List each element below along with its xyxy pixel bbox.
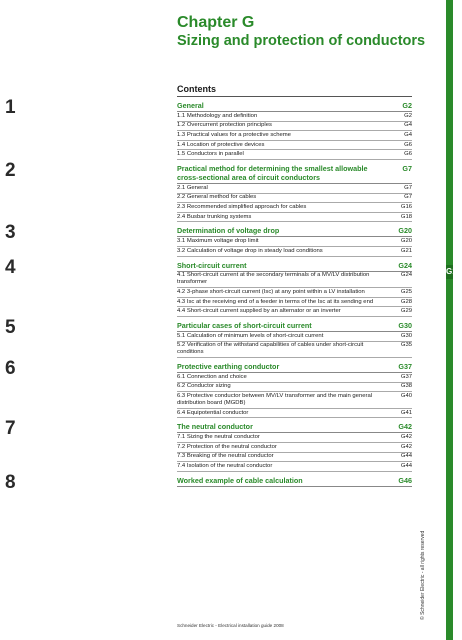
- entry-title: 6.1 Connection and choice: [177, 373, 247, 380]
- toc-entry[interactable]: [177, 131, 412, 141]
- entry-title: 4.4 Short-circuit current supplied by an alternator or an inverter: [177, 308, 341, 315]
- section-title: Protective earthing conductor: [177, 362, 280, 372]
- section-number: 7: [5, 418, 16, 440]
- entry-page: G35: [400, 342, 412, 349]
- entry-page: G24: [400, 272, 412, 279]
- section-heading[interactable]: [177, 321, 412, 332]
- entry-title: 6.3 Protective conductor between MV/LV transformer and the main general distribution board (MGDB): [177, 393, 373, 407]
- entry-title: 2.2 General method for cables: [177, 194, 257, 201]
- section-page: G24: [398, 260, 412, 270]
- toc-entry[interactable]: [177, 237, 412, 247]
- section-heading[interactable]: [177, 362, 412, 373]
- toc-section: [5, 418, 412, 471]
- entry-title: 7.4 Isolation of the neutral conductor: [177, 463, 273, 470]
- copyright-notice: © Schneider Electric - all rights reserved: [420, 530, 426, 620]
- toc-entry[interactable]: [177, 194, 412, 204]
- entry-title: 5.1 Calculation of minimum levels of short-circuit current: [177, 332, 324, 339]
- entry-page: G16: [400, 203, 412, 210]
- entry-page: G41: [400, 409, 412, 416]
- entry-title: 1.4 Location of protective devices: [177, 141, 265, 148]
- toc-entry[interactable]: [177, 443, 412, 453]
- entry-page: G7: [404, 184, 412, 191]
- toc-entry[interactable]: [177, 112, 412, 122]
- section-number: 1: [5, 97, 16, 118]
- entry-title: 7.3 Breaking of the neutral conductor: [177, 453, 274, 460]
- entry-title: 1.1 Methodology and definition: [177, 112, 258, 119]
- chapter-label: Chapter G: [177, 14, 255, 31]
- entry-page: G38: [400, 383, 412, 390]
- entry-title: 2.4 Busbar trunking systems: [177, 213, 252, 220]
- entry-page: G29: [400, 308, 412, 315]
- section-heading[interactable]: [177, 261, 412, 272]
- entry-page: G28: [400, 298, 412, 305]
- entry-page: G44: [400, 463, 412, 470]
- toc-entry[interactable]: [177, 150, 412, 160]
- section-title: Worked example of cable calculation: [177, 475, 303, 485]
- section-number: 6: [5, 358, 16, 380]
- section-heading[interactable]: [177, 226, 412, 237]
- entry-title: 2.3 Recommended simplified approach for cables: [177, 203, 307, 210]
- entry-page: G40: [400, 393, 412, 400]
- entry-page: G6: [404, 141, 412, 148]
- toc-entry[interactable]: [177, 272, 412, 289]
- toc-entry[interactable]: [177, 373, 412, 383]
- toc-entry[interactable]: [177, 288, 412, 298]
- section-title: Determination of voltage drop: [177, 226, 280, 236]
- entry-title: 6.4 Equipotential conductor: [177, 409, 249, 416]
- section-heading[interactable]: [177, 101, 412, 112]
- entry-title: 5.2 Verification of the withstand capabilities of cables under short-circuit conditions: [177, 342, 364, 356]
- section-number: 8: [5, 471, 16, 493]
- entry-title: 2.1 General: [177, 184, 208, 191]
- entry-title: 1.5 Conductors in parallel: [177, 151, 244, 158]
- entry-title: 3.2 Calculation of voltage drop in steady load conditions: [177, 247, 323, 254]
- toc-entry[interactable]: [177, 453, 412, 463]
- table-of-contents: [5, 97, 412, 493]
- toc-section: [5, 316, 412, 358]
- page-footer: Schneider Electric - Electrical installation guide 2008: [177, 623, 284, 628]
- section-number: 5: [5, 316, 16, 338]
- section-title: General: [177, 101, 204, 110]
- chapter-side-bar: [446, 0, 453, 640]
- section-title: Practical method for determining the smallest allowable cross-sectional area of circuit conductors: [177, 163, 368, 182]
- entry-page: G21: [400, 247, 412, 254]
- toc-entry[interactable]: [177, 433, 412, 443]
- toc-entry[interactable]: [177, 383, 412, 393]
- toc-section: [5, 222, 412, 256]
- toc-section: [5, 159, 412, 222]
- section-page: G42: [398, 422, 412, 432]
- entry-page: G37: [400, 373, 412, 380]
- section-heading[interactable]: [177, 422, 412, 433]
- section-number: 3: [5, 222, 16, 244]
- toc-section: [5, 256, 412, 317]
- section-page: G2: [402, 101, 412, 110]
- entry-page: G25: [400, 288, 412, 295]
- section-heading[interactable]: [177, 476, 412, 487]
- section-title: The neutral conductor: [177, 422, 253, 432]
- toc-entry[interactable]: [177, 122, 412, 132]
- entry-page: G20: [400, 238, 412, 245]
- entry-title: 6.2 Conductor sizing: [177, 383, 231, 390]
- chapter-title: Sizing and protection of conductors: [177, 33, 426, 49]
- toc-entry[interactable]: [177, 392, 412, 409]
- entry-page: G6: [404, 151, 412, 158]
- toc-entry[interactable]: [177, 307, 412, 317]
- entry-page: G30: [400, 332, 412, 339]
- toc-entry[interactable]: [177, 342, 412, 359]
- entry-title: 4.3 Isc at the receiving end of a feeder in terms of the Isc at its sending end: [177, 298, 374, 305]
- section-page: G37: [398, 362, 412, 372]
- toc-entry[interactable]: [177, 298, 412, 308]
- section-number: 2: [5, 159, 16, 181]
- section-title: Short-circuit current: [177, 260, 247, 270]
- entry-page: G18: [400, 213, 412, 220]
- entry-title: 7.1 Sizing the neutral conductor: [177, 434, 260, 441]
- entry-page: G2: [404, 112, 412, 119]
- section-title: Particular cases of short-circuit current: [177, 320, 312, 330]
- section-page: G30: [398, 320, 412, 330]
- entry-page: G44: [400, 453, 412, 460]
- entry-title: 4.1 Short-circuit current at the secondary terminals of a MV/LV distribution transformer: [177, 272, 370, 286]
- toc-entry[interactable]: [177, 213, 412, 223]
- toc-entry[interactable]: [177, 462, 412, 472]
- entry-title: 4.2 3-phase short-circuit current (Isc) at any point within a LV installation: [177, 288, 365, 295]
- entry-page: G42: [400, 434, 412, 441]
- section-page: G7: [402, 163, 412, 173]
- entry-page: G42: [400, 443, 412, 450]
- toc-section: [5, 471, 412, 493]
- toc-entry[interactable]: [177, 409, 412, 419]
- toc-section: [5, 358, 412, 418]
- section-number: 4: [5, 256, 16, 278]
- contents-heading: Contents: [177, 84, 216, 94]
- entry-title: 7.2 Protection of the neutral conductor: [177, 443, 277, 450]
- toc-entry[interactable]: [177, 184, 412, 194]
- contents-divider: [177, 96, 412, 97]
- chapter-tab-label: G1: [446, 267, 457, 276]
- toc-entry[interactable]: [177, 247, 412, 257]
- entry-title: 3.1 Maximum voltage drop limit: [177, 238, 259, 245]
- toc-section: [5, 97, 412, 160]
- entry-page: G4: [404, 131, 412, 138]
- entry-page: G7: [404, 194, 412, 201]
- entry-title: 1.3 Practical values for a protective scheme: [177, 131, 291, 138]
- entry-page: G4: [404, 122, 412, 129]
- section-page: G20: [398, 226, 412, 236]
- toc-entry[interactable]: [177, 332, 412, 342]
- section-page: G46: [398, 475, 412, 485]
- entry-title: 1.2 Overcurrent protection principles: [177, 122, 272, 129]
- toc-entry[interactable]: [177, 203, 412, 213]
- section-heading[interactable]: [177, 164, 412, 184]
- toc-entry[interactable]: [177, 141, 412, 151]
